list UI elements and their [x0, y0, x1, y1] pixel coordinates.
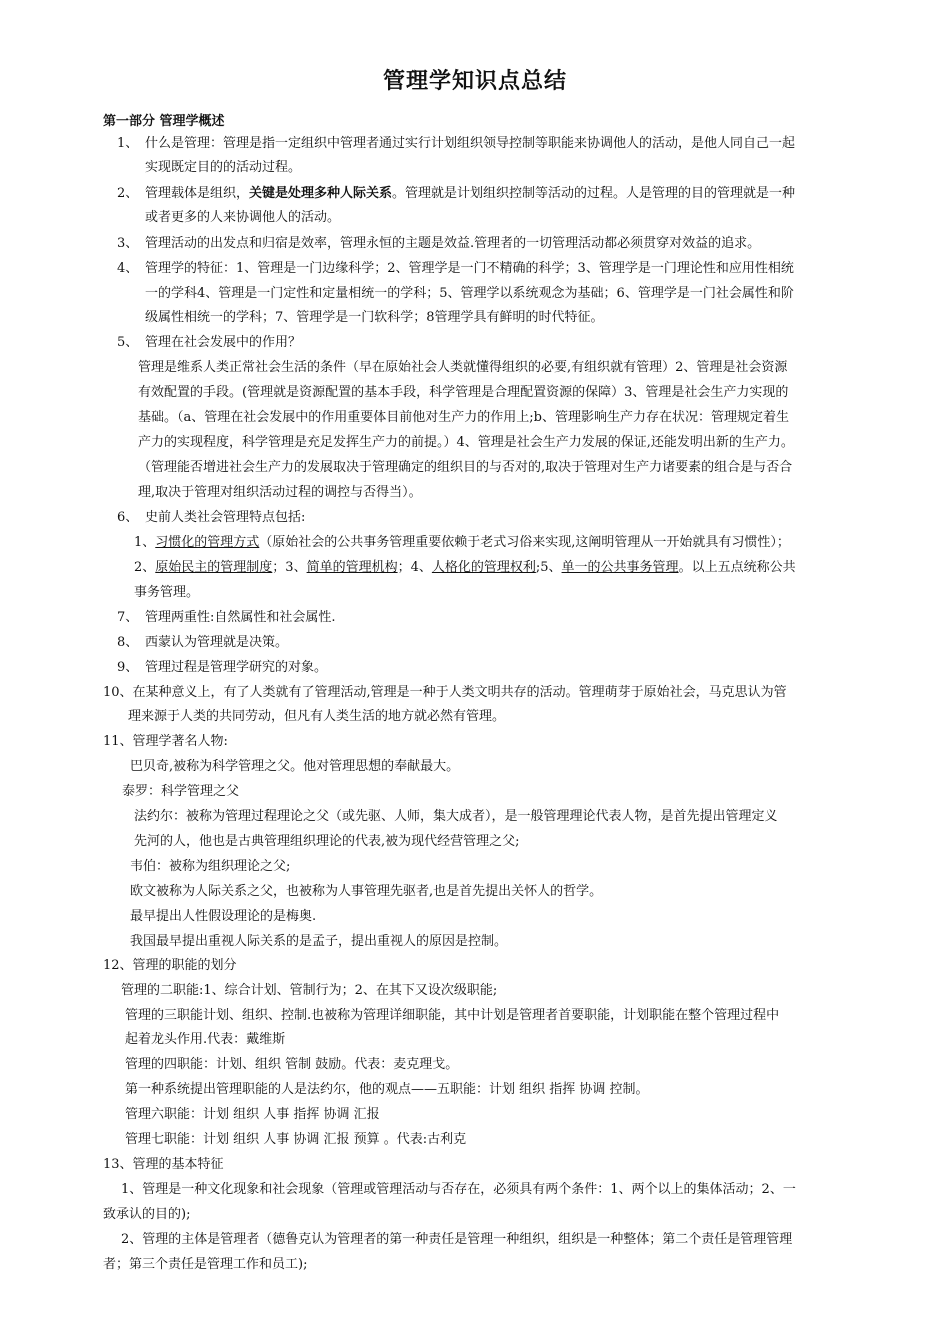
text-line: 管理六职能：计划 组织 人事 指挥 协调 汇报: [125, 1107, 380, 1122]
text-line: 一的学科4、管理是一门定性和定量相统一的学科；5、管理学以系统观念为基础；6、管理学是一门社会属性和阶: [145, 286, 794, 301]
text-segment: 。以上五点统称公共: [678, 560, 796, 575]
text-line: 管理两重性:自然属性和社会属性.: [145, 610, 336, 625]
text-segment: ;5、: [535, 560, 562, 575]
text-segment: ；3、: [272, 560, 307, 575]
text-line: 者；第三个责任是管理工作和员工);: [103, 1257, 308, 1272]
item-number: 6、: [117, 510, 139, 525]
text-line: 欧文被称为人际关系之父，也被称为人事管理先驱者,也是首先提出关怀人的哲学。: [130, 884, 603, 899]
text-line: 12、管理的职能的划分: [103, 958, 237, 973]
text-line: 产力的实现程度，科学管理是充足发挥生产力的前提。）4、管理是社会生产力发展的保证,还能发明出新的生产力。: [138, 435, 794, 450]
text-line: 管理学的特征：1、管理是一门边缘科学；2、管理学是一门不精确的科学；3、管理学是一门理论性和应用性相统: [145, 261, 794, 276]
text-segment: 1、: [134, 535, 156, 550]
text-line: 最早提出人性假设理论的是梅奥.: [130, 909, 317, 924]
text-line: 13、管理的基本特征: [103, 1157, 224, 1172]
text-segment: 2、: [134, 560, 156, 575]
text-line: 1、管理是一种文化现象和社会现象（管理或管理活动与否存在，必须具有两个条件：1、两个以上的集体活动；2、一: [121, 1182, 796, 1197]
underlined-text: 单一的公共事务管理: [561, 560, 679, 575]
text-line: 实现既定目的的活动过程。: [145, 160, 302, 175]
text-line: 有效配置的手段。(管理就是资源配置的基本手段，科学管理是合理配置资源的保障）3、管理是社会生产力实现的: [138, 385, 789, 400]
text-line: 管理的三职能计划、组织、控制.也被称为管理详细职能，其中计划是管理者首要职能，计划职能在整个管理过程中: [125, 1008, 780, 1023]
text-line: 什么是管理：管理是指一定组织中管理者通过实行计划组织领导控制等职能来协调他人的活动，是他人同自己一起: [145, 136, 796, 151]
text-line: 2、管理的主体是管理者（德鲁克认为管理者的第一种责任是管理一种组织，组织是一种整体；第二个责任是管理管理: [121, 1232, 793, 1247]
text-line: 韦伯：被称为组织理论之父;: [130, 859, 291, 874]
text-line: 法约尔：被称为管理过程理论之父（或先驱、人师，集大成者），是一般管理理论代表人物，是首先提出管理定义: [134, 809, 778, 824]
text-segment: （原始社会的公共事务管理重要依赖于老式习俗来实现,这阐明管理从一开始就具有习惯性）；: [259, 535, 790, 550]
text-line: 西蒙认为管理就是决策。: [145, 635, 289, 650]
text-line: 管理过程是管理学研究的对象。: [145, 660, 328, 675]
text-line: 或者更多的人来协调他人的活动。: [145, 210, 341, 225]
text-line: [145, 186, 795, 202]
item-number: 3、: [117, 236, 139, 251]
text-line: 管理在社会发展中的作用？: [145, 335, 302, 350]
text-line: 先河的人，他也是古典管理组织理论的代表,被为现代经营管理之父;: [134, 834, 520, 849]
underlined-text: 人格化的管理权利: [431, 560, 536, 575]
item-number: 8、: [117, 635, 139, 650]
text-line: 管理活动的出发点和归宿是效率，管理永恒的主题是效益.管理者的一切管理活动都必须贯穿对效益的追求。: [145, 236, 761, 251]
text-line: 11、管理学著名人物:: [103, 734, 228, 749]
text-segment: 管理载体是组织，: [145, 186, 250, 201]
section-heading: 第一部分 管理学概述: [103, 114, 225, 129]
text-line: 第一种系统提出管理职能的人是法约尔，他的观点——五职能：计划 组织 指挥 协调 控制。: [125, 1082, 649, 1097]
document-title: 管理学知识点总结: [382, 69, 567, 94]
text-line: 理来源于人类的共同劳动，但凡有人类生活的地方就必然有管理。: [128, 709, 506, 724]
item-number: 2、: [117, 186, 139, 201]
text-line: 事务管理。: [134, 585, 200, 600]
item-number: 5、: [117, 335, 139, 350]
text-line: 起着龙头作用.代表：戴维斯: [125, 1032, 286, 1047]
text-line: 级属性相统一的学科；7、管理学是一门软科学；8管理学具有鲜明的时代特征。: [145, 310, 604, 325]
text-line: [134, 560, 796, 576]
text-line: 管理是维系人类正常社会生活的条件（早在原始社会人类就懂得组织的必要,有组织就有管理）2、管理是社会资源: [138, 360, 788, 375]
underlined-text: 简单的管理机构: [306, 560, 398, 575]
bold-text: 关键是处理多种人际关系: [249, 186, 393, 201]
underlined-text: 习惯化的管理方式: [155, 535, 260, 550]
text-line: 管理的二职能:1、综合计划、管制行为；2、在其下又设次级职能;: [121, 983, 498, 998]
text-segment: ；4、: [397, 560, 432, 575]
item-number: 9、: [117, 660, 139, 675]
text-line: 理,取决于管理对组织活动过程的调控与否得当）。: [138, 485, 422, 500]
underlined-text: 原始民主的管理制度: [155, 560, 273, 575]
item-number: 1、: [117, 136, 139, 151]
text-line: 管理的四职能：计划、组织 管制 鼓励。代表：麦克理戈。: [125, 1057, 459, 1072]
text-line: 我国最早提出重视人际关系的是孟子，提出重视人的原因是控制。: [130, 934, 508, 949]
text-line: 致承认的目的);: [103, 1207, 191, 1222]
item-number: 4、: [117, 261, 139, 276]
text-line: 基础。（a、管理在社会发展中的作用重要体目前他对生产力的作用上;b、管理影响生产力存在状况：管理规定着生: [138, 410, 789, 425]
text-line: 10、在某种意义上，有了人类就有了管理活动,管理是一种于人类文明共存的活动。管理萌芽于原始社会，马克思认为管: [103, 685, 787, 700]
text-line: 泰罗：科学管理之父: [122, 784, 240, 799]
text-line: [134, 535, 790, 551]
text-line: 巴贝奇,被称为科学管理之父。他对管理思想的奉献最大。: [130, 759, 460, 774]
text-line: 管理七职能：计划 组织 人事 协调 汇报 预算 。代表:古利克: [125, 1132, 467, 1147]
text-line: （管理能否增进社会生产力的发展取决于管理确定的组织目的与否对的,取决于管理对生产力诸要素的组合是与否合: [138, 460, 793, 475]
text-segment: 。管理就是计划组织控制等活动的过程。人是管理的目的管理就是一种: [392, 186, 796, 201]
item-number: 7、: [117, 610, 139, 625]
text-line: 史前人类社会管理特点包括:: [145, 510, 306, 525]
